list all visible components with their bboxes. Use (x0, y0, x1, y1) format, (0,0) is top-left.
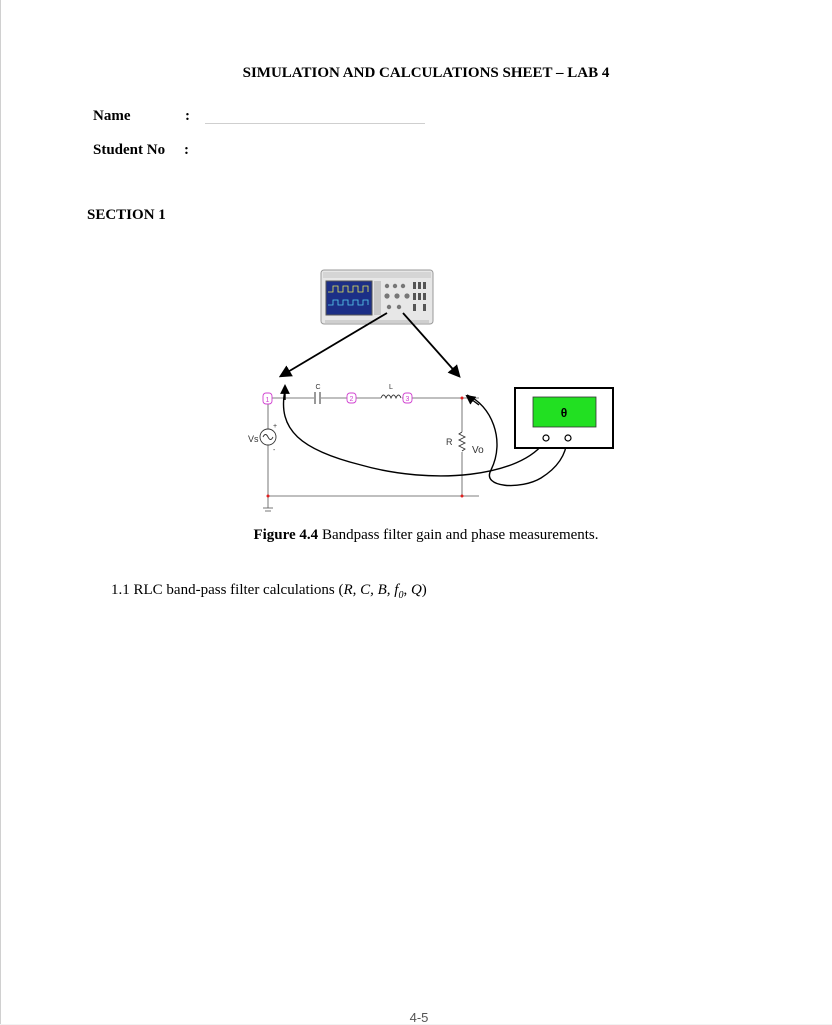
svg-text:2: 2 (349, 396, 354, 403)
svg-text:1: 1 (265, 397, 270, 404)
question-suffix: ) (421, 582, 427, 598)
name-label: Name (93, 108, 131, 124)
section-heading: SECTION 1 (87, 207, 166, 223)
name-input-line[interactable] (205, 122, 425, 124)
inductor-symbol (381, 395, 401, 398)
question-subscript: 0 (398, 590, 404, 601)
student-no-colon: : (184, 142, 189, 158)
student-no-label: Student No (93, 142, 166, 158)
question-variables: R, C, B, f (343, 582, 399, 598)
resistor-symbol (459, 432, 465, 451)
figure-caption (1, 527, 832, 544)
page-number: 4-5 (409, 1010, 429, 1025)
page-title: SIMULATION AND CALCULATIONS SHEET – LAB 4 (242, 65, 610, 81)
figure-number: Figure 4.4 (253, 527, 319, 543)
svg-text:-: - (273, 447, 276, 454)
vo-label: Vo (472, 445, 484, 456)
capacitor-symbol (315, 392, 320, 404)
phase-meter (515, 388, 613, 448)
voltage-source-symbol (260, 423, 277, 454)
svg-text:+: + (273, 423, 278, 430)
oscilloscope-image (321, 270, 433, 324)
vs-label: Vs (248, 434, 259, 444)
question-q-variable: Q (410, 582, 422, 598)
resistor-label: R (446, 437, 453, 447)
circuit-figure (231, 262, 631, 512)
svg-text:3: 3 (405, 396, 410, 403)
figure-caption-text: Bandpass filter gain and phase measurements. (318, 527, 599, 543)
question-1-1 (111, 582, 427, 601)
capacitor-label: C (315, 384, 321, 391)
circuit-wires (263, 398, 479, 511)
phase-symbol: θ (560, 406, 568, 420)
name-colon: : (185, 108, 190, 124)
question-text: 1.1 RLC band-pass filter calculations ( (111, 582, 344, 598)
phase-meter-terminal (543, 435, 549, 441)
question-separator: , (403, 582, 411, 598)
inductor-label: L (389, 384, 393, 391)
phase-meter-terminal (565, 435, 571, 441)
